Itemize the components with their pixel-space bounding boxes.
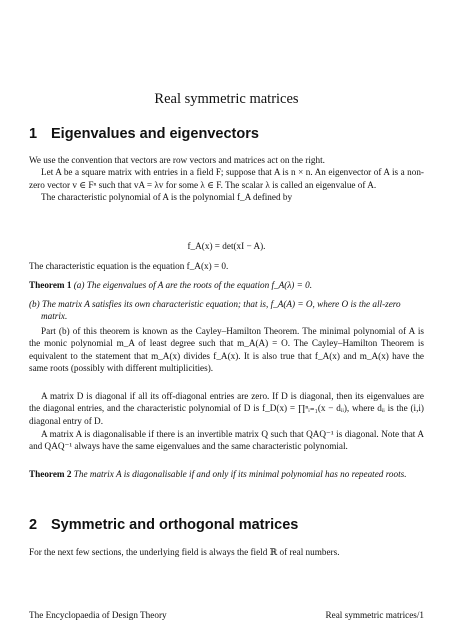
eigenvector-definition: Let A be a square matrix with entries in a field F; suppose that A is n × n. An eigenvector of A is a non-zero vector v ∈ Fⁿ such that vA = λv for some λ ∈ F. The scalar λ is called an eigenvalue of A. [29, 167, 424, 190]
footer-left: The Encyclopaedia of Design Theory [29, 610, 167, 620]
section-number: 2 [29, 517, 38, 533]
paragraph-text: We use the convention that vectors are row vectors and matrices act on the right. [29, 155, 325, 165]
theorem-2 [29, 468, 424, 480]
section-heading-2 [29, 517, 298, 533]
footer-right: Real symmetric matrices/1 [325, 610, 424, 620]
diagonalisable-paragraph: A matrix A is diagonalisable if there is an invertible matrix Q such that QAQ⁻¹ is diagonal. Note that A and QAQ⁻¹ always have the same eigenvalues and the same characteristic polynomial. [29, 429, 424, 452]
theorem-text: The matrix A is diagonalisable if and only if its minimal polynomial has no repeated roots. [73, 469, 407, 479]
equation-characteristic-polynomial: f_A(x) = det(xI − A). [187, 241, 266, 251]
theorem-label: Theorem 1 [29, 280, 72, 290]
characteristic-polynomial-definition: The characteristic polynomial of A is the polynomial f_A defined by [41, 191, 293, 202]
document-title: Real symmetric matrices [154, 91, 299, 107]
cayley-hamilton-paragraph: Part (b) of this theorem is known as the Cayley–Hamilton Theorem. The minimal polynomial of A is the monic polynomial m_A of least degree such that m_A(A) = O. The Cayley–Hamilton Theorem is equivalent to the statement that m_A(x) divides f_A(x). It is also true that f_A(x) and m_A(x) have the same roots (possibly with different multiplicities). [29, 326, 424, 373]
diagonal-matrix-paragraph: A matrix D is diagonal if all its off-diagonal entries are zero. If D is diagonal, then its eigenvalues are the diagonal entries, and the characteristic polynomial of D is f_D(x) = ∏ⁿᵢ₌₁(x − dᵢᵢ), where dᵢᵢ is the (i,i) diagonal entry of D. [29, 391, 424, 426]
real-field-paragraph: For the next few sections, the underlying field is always the field ℝ of real numbers. [29, 547, 340, 557]
theorem-part-a: (a) The eigenvalues of A are the roots of the equation f_A(λ) = 0. [73, 280, 313, 290]
section-title: Symmetric and orthogonal matrices [51, 517, 299, 533]
paragraph-conventions [29, 154, 424, 203]
theorem-1-part-b: (b) The matrix A satisfies its own characteristic equation; that is, f_A(A) = O, where O is the all-zero matrix. [29, 299, 401, 322]
theorem-label: Theorem 2 [29, 469, 72, 479]
section-title: Eigenvalues and eigenvectors [51, 126, 259, 142]
section-heading-1 [29, 126, 259, 142]
theorem-1 [29, 279, 424, 291]
characteristic-equation-text: The characteristic equation is the equation f_A(x) = 0. [29, 261, 229, 271]
section-number: 1 [29, 126, 38, 142]
